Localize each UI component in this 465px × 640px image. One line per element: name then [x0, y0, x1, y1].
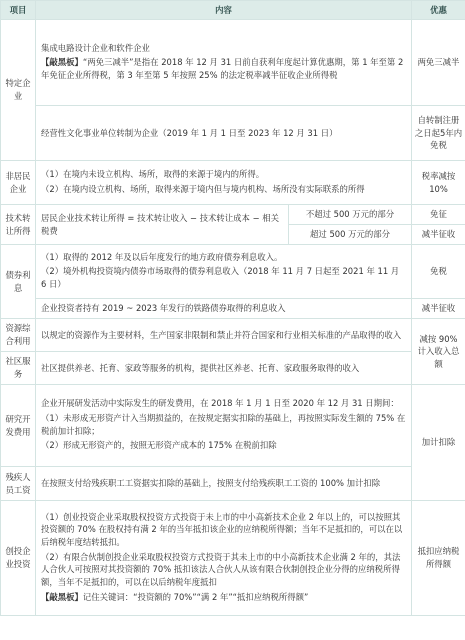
benefit-cell: 减半征收 — [412, 299, 465, 319]
row-content — [36, 161, 412, 205]
header-row — [1, 1, 465, 20]
content-line: 企业开展研发活动中实际发生的研发费用，在 2018 年 1 月 1 日至 2020 年 12 月 31 日期间： — [41, 398, 399, 409]
benefit-cell: 免征 — [412, 205, 465, 225]
formula-cell: 居民企业技术转让所得 = 技术转让收入 − 技术转让成本 − 相关税费 — [36, 205, 289, 245]
content-line: （1）创业投资企业采取股权投资方式投资于未上市的中小高新技术企业 2 年以上的，可以按照其投资额的 70% 在股权持有满 2 年的当年抵扣该企业的应纳税所得额；当年不足抵扣的，可以在以后纳税年度结转抵扣。 — [41, 511, 403, 548]
row-label-shequ: 社区服务 — [1, 352, 36, 385]
row-content: 经营性文化事业单位转制为企业（2019 年 1 月 1 日至 2023 年 12 月 31 日） — [36, 106, 412, 161]
content-line: （2）有限合伙制创投企业采取股权投资方式投资于其未上市的中小高新技术企业满 2 年的，其法人合伙人可按照对其投资额的 70% 抵扣该法人合伙人从该有限合伙制创投企业分得的应纳税所得额，当年不足抵扣的，可以在以后纳税年度抵扣 — [41, 551, 401, 587]
content-line: （2）形成无形资产的，按照无形资产成本的 175% 在税前扣除 — [41, 440, 277, 451]
table-row — [1, 106, 465, 161]
header-item: 项目 — [1, 1, 36, 20]
content-line: （2）境外机构投资境内债券市场取得的债券利息收入（2018 年 11 月 7 日起至 2021 年 11 月 6 日） — [41, 266, 400, 289]
row-content: 企业投资者持有 2019 ~ 2023 年发行的铁路债券取得的利息收入 — [36, 299, 412, 319]
row-label-canji: 残疾人员工资 — [1, 467, 36, 501]
header-benefit: 优惠 — [412, 1, 465, 20]
row-label-tese: 特定企业 — [1, 20, 36, 161]
table-row — [1, 245, 465, 299]
highlight-label: 【敲黑板】 — [41, 591, 83, 602]
benefit-cell: 加计扣除 — [412, 385, 465, 501]
content-line — [41, 56, 406, 81]
content-line: 集成电路设计企业和软件企业 — [41, 42, 150, 53]
row-label-yanfa: 研究开发费用 — [1, 385, 36, 467]
benefit-cell: 两免三减半 — [412, 20, 465, 106]
tier-cell: 不超过 500 万元的部分 — [289, 205, 412, 225]
table-row — [1, 319, 465, 352]
tier-cell: 超过 500 万元的部分 — [289, 225, 412, 245]
row-label-zhaiquan: 债券利息 — [1, 245, 36, 319]
content-line: （2）在境内设立机构、场所，取得来源于境内但与境内机构、场所没有实际联系的所得 — [41, 183, 365, 194]
row-content: 以规定的资源作为主要材料，生产国家非限制和禁止并符合国家和行业相关标准的产品取得的收入 — [36, 319, 412, 352]
row-content: 在按照支付给残疾职工工资据实扣除的基础上，按照支付给残疾职工工资的 100% 加计扣除 — [36, 467, 412, 501]
benefit-cell: 抵扣应纳税所得额 — [412, 501, 465, 616]
table-row — [1, 501, 465, 616]
row-label-chuangtou: 创投企业投资 — [1, 501, 36, 616]
content-line: （1）取得的 2012 年及以后年度发行的地方政府债券利息收入。 — [41, 251, 283, 262]
content-line: （1）未形成无形资产计入当期损益的，在按规定据实扣除的基础上，再按照实际发生额的 75% 在税前加计扣除； — [41, 412, 406, 436]
content-line: （1）在境内未设立机构、场所，取得的来源于境内的所得。 — [41, 168, 265, 179]
table-row — [1, 205, 465, 225]
row-content — [36, 245, 412, 299]
row-content — [36, 20, 412, 106]
table-row — [1, 20, 465, 106]
header-content: 内容 — [36, 1, 412, 20]
row-label-jishu: 技术转让所得 — [1, 205, 36, 245]
benefit-cell: 减按 90% 计入收入总额 — [412, 319, 465, 385]
benefit-cell: 减半征收 — [412, 225, 465, 245]
table-row — [1, 299, 465, 319]
content-line — [41, 591, 406, 604]
row-content: 社区提供养老、托育、家政等服务的机构，提供社区养老、托育、家政服务取得的收入 — [36, 352, 412, 385]
highlight-text: “两免三减半”是指在 2018 年 12 月 31 日前自获利年度起计算优惠期，第 1 年至第 2 年免征企业所得税，第 3 年至第 5 年按照 25% 的法定税率减半征收企业所得税 — [41, 57, 404, 80]
row-label-ziyuan: 资源综合利用 — [1, 319, 36, 352]
benefit-cell: 税率减按10% — [412, 161, 465, 205]
benefit-cell: 自转制注册之日起5年内免税 — [412, 106, 465, 161]
row-content — [36, 501, 412, 616]
table-row — [1, 352, 465, 385]
benefit-cell: 免税 — [412, 245, 465, 299]
highlight-label: 【敲黑板】 — [41, 57, 83, 68]
table-row — [1, 467, 465, 501]
highlight-text: 记住关键词：“投资额的 70%”“满 2 年”“抵扣应纳税所得额” — [82, 591, 309, 602]
table-row — [1, 161, 465, 205]
row-label-feijumin: 非居民企业 — [1, 161, 36, 205]
table-row — [1, 385, 465, 467]
row-content — [36, 385, 412, 467]
